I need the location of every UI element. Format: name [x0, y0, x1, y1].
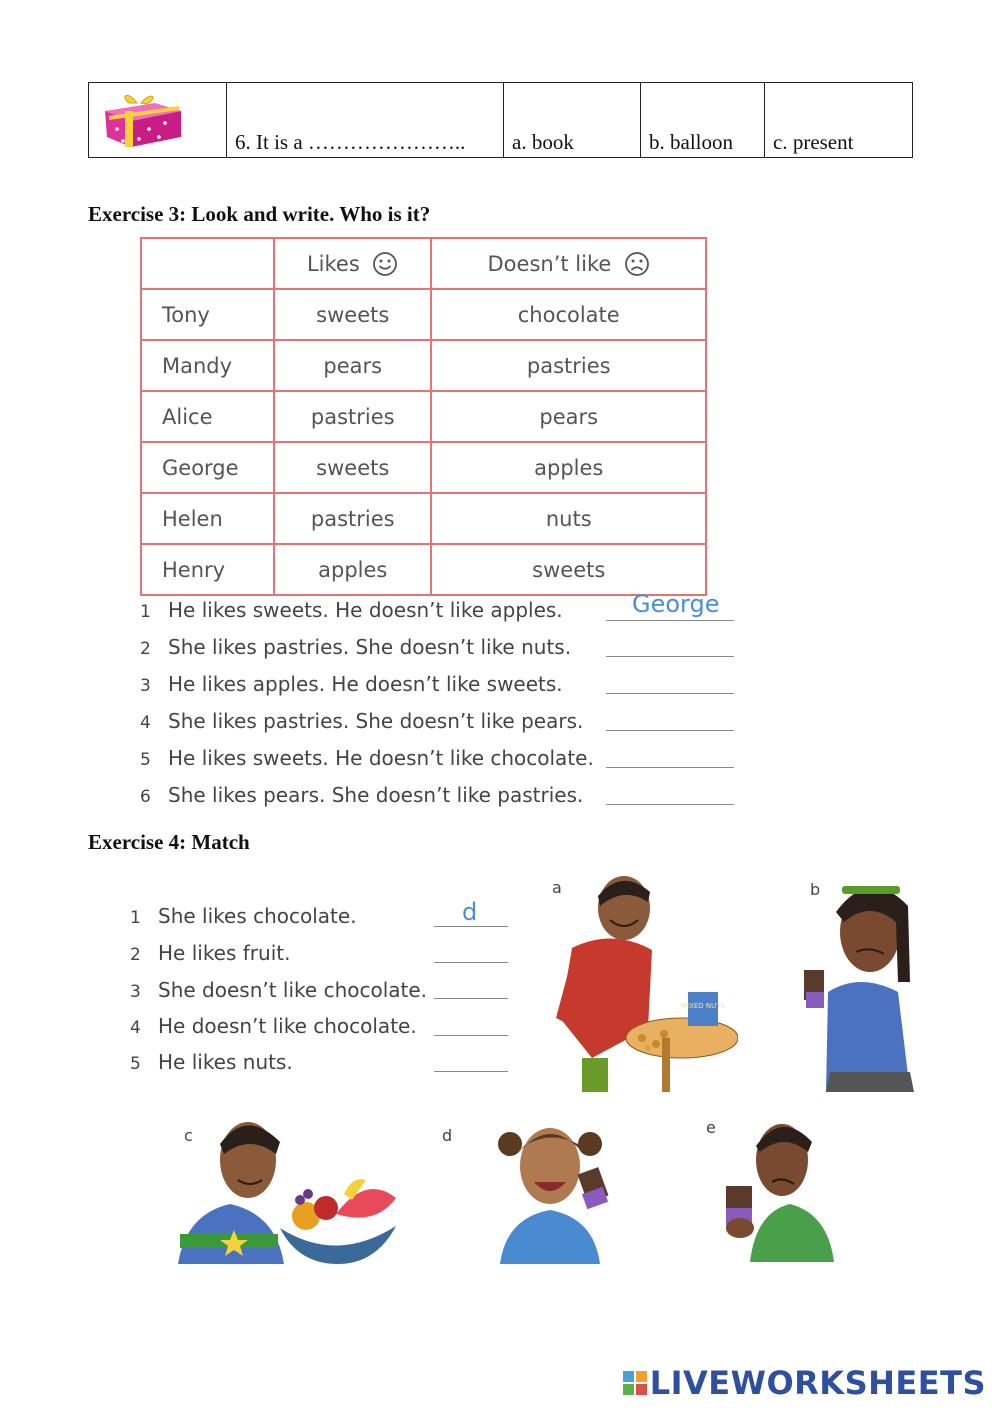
row-name: Mandy — [141, 340, 274, 391]
row-likes: pastries — [274, 391, 431, 442]
option-a[interactable]: a. book — [504, 83, 641, 158]
list-item — [140, 783, 583, 807]
row-name: Tony — [141, 289, 274, 340]
item-text: She likes chocolate. — [158, 904, 357, 928]
item-text: She doesn’t like chocolate. — [158, 978, 428, 1002]
item-text: He doesn’t like chocolate. — [158, 1014, 417, 1038]
likes-header-label: Likes — [306, 251, 360, 276]
item-number: 3 — [140, 676, 151, 696]
answer-d[interactable]: d — [462, 898, 478, 926]
answer-line[interactable] — [434, 961, 508, 963]
answer-line[interactable] — [606, 692, 734, 694]
picture-e-label: e — [706, 1118, 716, 1137]
item-text: He likes fruit. — [158, 941, 291, 965]
boy-eating-nuts-illustration — [552, 868, 738, 1092]
row-name: Alice — [141, 391, 274, 442]
list-item — [130, 904, 357, 928]
brand-name[interactable]: LIVEWORKSHEETS — [649, 1364, 986, 1402]
table-row — [141, 442, 706, 493]
list-item — [130, 1050, 293, 1074]
answer-line[interactable] — [434, 1070, 508, 1072]
answer-line[interactable] — [606, 766, 734, 768]
list-item — [140, 635, 571, 659]
list-item — [140, 746, 594, 770]
item-number: 2 — [130, 945, 141, 965]
answer-line[interactable] — [434, 925, 508, 927]
row-likes: sweets — [274, 289, 431, 340]
gift-box-icon — [99, 89, 189, 151]
item-text: He likes nuts. — [158, 1050, 293, 1074]
row-dislikes: pears — [431, 391, 706, 442]
liveworksheets-logo-icon — [622, 1370, 648, 1396]
row-name: Henry — [141, 544, 274, 595]
item-text: She likes pastries. She doesn’t like nuts. — [168, 635, 572, 659]
row-dislikes: apples — [431, 442, 706, 493]
gift-image-cell — [89, 83, 227, 158]
answer-line[interactable] — [606, 619, 734, 621]
list-item — [140, 672, 563, 696]
row-name: George — [141, 442, 274, 493]
sad-face-icon — [624, 251, 650, 277]
boy-with-chocolate-illustration — [720, 1112, 840, 1262]
liveworksheets-logo — [622, 1364, 986, 1402]
item-text: She likes pears. She doesn’t like pastries. — [168, 783, 584, 807]
likes-header — [274, 238, 431, 289]
nuts-bag-label: MIXED NUTS — [680, 1002, 726, 1010]
dislikes-header — [431, 238, 706, 289]
item-number: 5 — [140, 750, 151, 770]
row-dislikes: nuts — [431, 493, 706, 544]
question-6-table — [88, 82, 913, 158]
list-item — [130, 1014, 417, 1038]
list-item — [140, 598, 563, 622]
list-item — [140, 709, 583, 733]
table-row — [141, 340, 706, 391]
girl-eating-chocolate-illustration — [486, 1114, 636, 1264]
row-likes: apples — [274, 544, 431, 595]
dislikes-header-label: Doesn’t like — [487, 251, 612, 276]
picture-c-label: c — [184, 1126, 193, 1145]
item-text: He likes sweets. He doesn’t like chocolate. — [168, 746, 594, 770]
picture-b-label: b — [810, 880, 821, 899]
item-number: 6 — [140, 787, 151, 807]
row-likes: pears — [274, 340, 431, 391]
table-row — [141, 289, 706, 340]
option-b[interactable]: b. balloon — [641, 83, 765, 158]
item-number: 1 — [130, 908, 141, 928]
row-name: Helen — [141, 493, 274, 544]
table-row — [141, 544, 706, 595]
row-dislikes: chocolate — [431, 289, 706, 340]
answer-line[interactable] — [606, 655, 734, 657]
table-row — [141, 493, 706, 544]
answer-line[interactable] — [606, 729, 734, 731]
question-6-prompt: 6. It is a ………………….. — [227, 83, 504, 158]
exercise-4-title: Exercise 4: Match — [88, 830, 250, 854]
answer-line[interactable] — [434, 1034, 508, 1036]
picture-d-label: d — [442, 1126, 453, 1145]
picture-a-label: a — [552, 878, 562, 897]
exercise-3-title: Exercise 3: Look and write. Who is it? — [88, 202, 431, 226]
list-item — [130, 978, 427, 1002]
option-c[interactable]: c. present — [765, 83, 913, 158]
item-text: She likes pastries. She doesn’t like pears. — [168, 709, 584, 733]
row-likes: sweets — [274, 442, 431, 493]
item-number: 2 — [140, 639, 151, 659]
item-number: 3 — [130, 982, 141, 1002]
girl-with-chocolate-illustration — [780, 872, 930, 1092]
answer-line[interactable] — [434, 997, 508, 999]
item-text: He likes apples. He doesn’t like sweets. — [168, 672, 563, 696]
empty-header-cell — [141, 238, 274, 289]
likes-table — [140, 237, 707, 596]
item-number: 1 — [140, 602, 151, 622]
answer-line[interactable] — [606, 803, 734, 805]
item-number: 4 — [140, 713, 151, 733]
boy-with-fruit-illustration — [176, 1114, 401, 1264]
list-item — [130, 941, 290, 965]
row-likes: pastries — [274, 493, 431, 544]
answer-george[interactable]: George — [632, 590, 720, 618]
table-row — [141, 391, 706, 442]
smiley-face-icon — [372, 251, 398, 277]
row-dislikes: pastries — [431, 340, 706, 391]
item-text: He likes sweets. He doesn’t like apples. — [168, 598, 563, 622]
row-dislikes: sweets — [431, 544, 706, 595]
item-number: 4 — [130, 1018, 141, 1038]
item-number: 5 — [130, 1054, 141, 1074]
